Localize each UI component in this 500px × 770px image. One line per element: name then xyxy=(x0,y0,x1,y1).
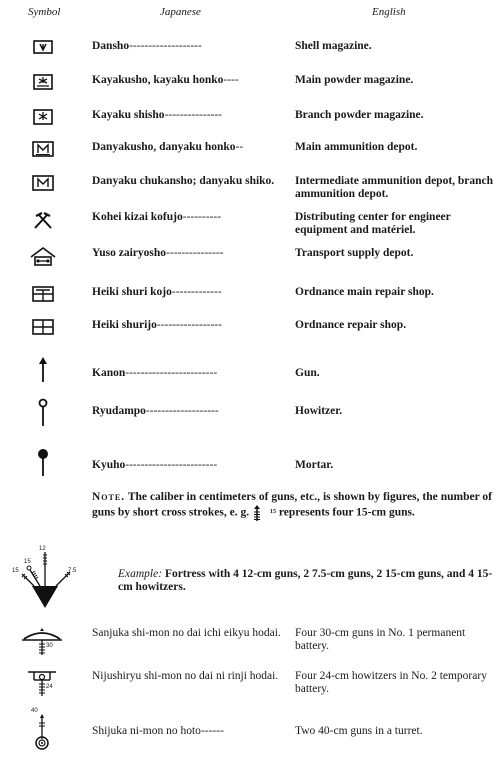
example-paragraph xyxy=(118,568,493,594)
japanese-term: Kyuho xyxy=(92,459,126,471)
english-term: Four 24-cm howitzers in No. 2 temporary battery. xyxy=(295,670,487,695)
example-text: Fortress with 4 12-cm guns, 2 7.5-cm guns, 2 15-cm guns, and 4 15-cm howitzers. xyxy=(118,568,493,593)
engineer-distributing-center-icon xyxy=(25,211,61,229)
leader-dots: ---- xyxy=(223,74,239,86)
note-text-after: represents four 15-cm guns. xyxy=(275,506,415,519)
leader-dots: ------ xyxy=(200,725,224,737)
english-term: Main ammunition depot. xyxy=(295,141,418,153)
japanese-term: Yuso zairyosho xyxy=(92,247,167,259)
japanese-term: Shijuka ni-mon no hoto xyxy=(92,725,201,737)
leader-dots: ------------- xyxy=(171,286,222,298)
japanese-term: Kayakusho, kayaku honko xyxy=(92,74,224,86)
leader-dots: --------------- xyxy=(166,247,224,259)
english-term: Branch powder magazine. xyxy=(295,109,424,121)
japanese-term: Heiki shurijo xyxy=(92,319,157,331)
leader-dots: -- xyxy=(235,141,244,153)
example-label: Example: xyxy=(118,568,163,580)
japanese-term: Nijushiryu shi-mon no dai ni rinji hodai. xyxy=(92,670,279,682)
japanese-term: Kohei kizai kofujo xyxy=(92,211,183,223)
japanese-term: Heiki shuri kojo xyxy=(92,286,172,298)
permanent-battery-icon xyxy=(20,625,64,655)
note-label: Note. xyxy=(92,491,126,503)
figure-label: 30 xyxy=(46,643,53,649)
english-term: Ordnance main repair shop. xyxy=(295,286,434,298)
intermediate-ammunition-depot-icon xyxy=(25,175,61,191)
japanese-term: Ryudampo xyxy=(92,405,146,417)
gun-icon xyxy=(25,356,61,382)
note-text: The caliber in centimeters of guns, etc., is shown by figures, the number of guns by short cross strokes, e. g. xyxy=(92,491,492,519)
japanese-term: Danyaku chukansho; danyaku shiko. xyxy=(92,175,275,187)
english-term: Intermediate ammunition depot, branch ammunition depot. xyxy=(295,175,494,200)
temporary-battery-icon xyxy=(20,668,64,696)
figure-label: 15 xyxy=(24,559,31,565)
header-symbol: Symbol xyxy=(28,6,61,18)
japanese-term: Sanjuka shi-mon no dai ichi eikyu hodai. xyxy=(92,627,281,639)
mortar-icon xyxy=(25,448,61,476)
leader-dots: ------------------- xyxy=(145,405,219,417)
english-term: Mortar. xyxy=(295,459,334,471)
main-ammunition-depot-icon xyxy=(25,141,61,157)
inline-gun-figure-icon xyxy=(252,505,270,521)
leader-dots: ---------- xyxy=(182,211,222,223)
ordnance-main-repair-shop-icon xyxy=(25,286,61,302)
english-term: Ordnance repair shop. xyxy=(295,319,407,331)
english-term: Shell magazine. xyxy=(295,40,372,52)
leader-dots: ------------------------ xyxy=(125,459,218,471)
fortress-figure-icon xyxy=(10,548,80,620)
header-japanese: Japanese xyxy=(160,6,201,18)
figure-label: 7.5 xyxy=(68,568,77,574)
figure-label: 40 xyxy=(31,708,38,714)
japanese-term: Dansho xyxy=(92,40,130,52)
leader-dots: --------------- xyxy=(164,109,223,121)
shell-magazine-icon xyxy=(25,40,61,54)
figure-label: 12 xyxy=(39,546,46,552)
leader-dots: ----------------- xyxy=(156,319,222,331)
branch-powder-magazine-icon xyxy=(25,109,61,125)
japanese-term: Kayaku shisho xyxy=(92,109,165,121)
howitzer-icon xyxy=(25,398,61,426)
header-english: English xyxy=(372,6,406,18)
transport-supply-depot-icon xyxy=(25,247,61,267)
english-term: Distributing center for engineer equipment and matériel. xyxy=(295,211,451,236)
english-term: Transport supply depot. xyxy=(295,247,414,259)
english-term: Howitzer. xyxy=(295,405,343,417)
japanese-term: Danyakusho, danyaku honko xyxy=(92,141,236,153)
leader-dots: ------------------- xyxy=(129,40,202,52)
figure-label: 24 xyxy=(46,684,53,690)
english-term: Four 30-cm guns in No. 1 permanent battery. xyxy=(295,627,466,652)
inline-figure-label: 15 xyxy=(269,509,276,515)
japanese-term: Kanon xyxy=(92,367,126,379)
turret-icon xyxy=(20,708,64,751)
leader-dots: ------------------------ xyxy=(125,367,218,379)
figure-label: 15 xyxy=(12,568,19,574)
english-term: Gun. xyxy=(295,367,320,379)
english-term: Main powder magazine. xyxy=(295,74,414,86)
english-term: Two 40-cm guns in a turret. xyxy=(295,725,423,737)
ordnance-repair-shop-icon xyxy=(25,319,61,335)
main-powder-magazine-icon xyxy=(25,74,61,90)
note-paragraph xyxy=(92,490,492,521)
